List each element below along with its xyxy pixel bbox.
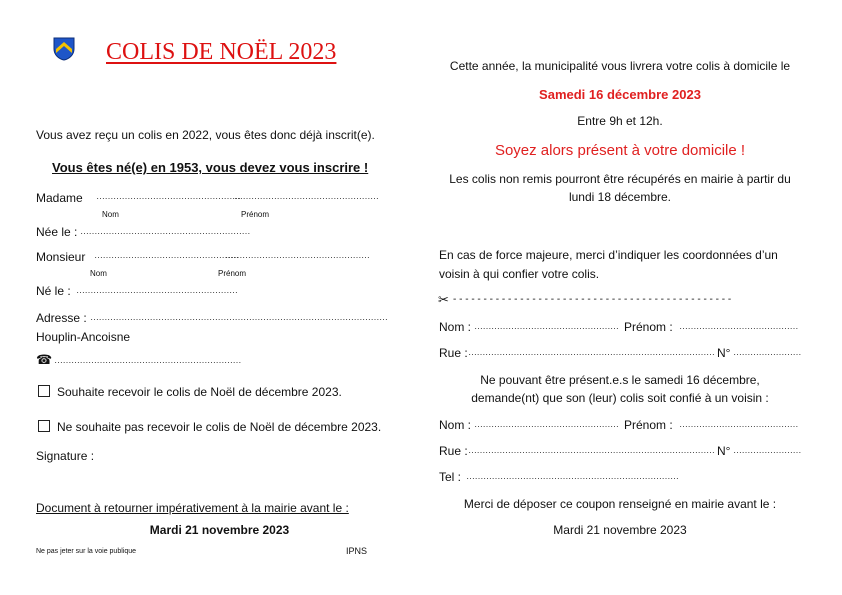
deposit-date: Mardi 21 novembre 2023: [553, 523, 687, 537]
resident-prenom-field[interactable]: ……………………………………: [679, 419, 798, 429]
signature-label: Signature :: [36, 449, 95, 463]
return-date: Mardi 21 novembre 2023: [149, 523, 290, 537]
monsieur-nom-field[interactable]: ……………………………………………: [94, 250, 239, 260]
scissors-icon: ✂: [438, 292, 449, 307]
resident-prenom-label: Prénom :: [624, 418, 673, 432]
neighbor-prenom-label: Prénom :: [624, 320, 673, 334]
born-notice: Vous êtes né(e) en 1953, vous devez vous inscrire !: [52, 160, 369, 175]
madame-nom-field[interactable]: ……………………………………………: [96, 191, 241, 201]
checkbox-decline-row[interactable]: [38, 420, 381, 434]
resident-rue-label: Rue :: [439, 444, 468, 458]
resident-rue-field[interactable]: ……………………………………………………………………………: [468, 445, 715, 455]
resident-nom-field[interactable]: ……………………………………………: [474, 419, 619, 429]
madame-label: Madame: [36, 191, 83, 205]
checkbox-icon[interactable]: [38, 420, 50, 432]
force-majeure-line-2: voisin à qui confier votre colis.: [439, 267, 600, 281]
delivery-hours: Entre 9h et 12h.: [577, 114, 663, 128]
monsieur-label: Monsieur: [36, 250, 86, 264]
checkbox-icon[interactable]: [38, 385, 50, 397]
telephone-field[interactable]: …………………………………………………………: [54, 355, 241, 365]
intro-text: Vous avez reçu un colis en 2022, vous êtes donc déjà inscrit(e).: [36, 128, 375, 142]
madame-nom-caption: Nom: [102, 210, 119, 219]
deposit-notice: Merci de déposer ce coupon renseigné en mairie avant le :: [463, 497, 777, 511]
ne-label: Né le :: [36, 284, 71, 298]
monsieur-nom-caption: Nom: [90, 269, 107, 278]
delivery-intro: Cette année, la municipalité vous livrera votre colis à domicile le: [449, 59, 791, 73]
nee-label: Née le :: [36, 225, 78, 239]
footer-note: Ne pas jeter sur la voie publique: [36, 548, 137, 555]
pickup-line-1: Les colis non remis pourront être récupérés en mairie à partir du: [449, 172, 791, 186]
neighbor-nom-label: Nom :: [439, 320, 472, 334]
neighbor-prenom-field[interactable]: ……………………………………: [679, 321, 798, 331]
coat-of-arms-icon: [53, 37, 75, 61]
neighbor-nom-field[interactable]: ……………………………………………: [474, 321, 619, 331]
resident-nom-label: Nom :: [439, 418, 472, 432]
nee-date-field[interactable]: ……………………………………………………: [80, 226, 250, 236]
city-name: Houplin-Ancoisne: [36, 330, 131, 344]
telephone-glyph: ☎: [36, 352, 53, 367]
neighbor-rue-field[interactable]: ……………………………………………………………………………: [468, 347, 715, 357]
checkbox-decline-label: Ne souhaite pas recevoir le colis de Noël de décembre 2023.: [57, 420, 382, 434]
neighbor-no-label: N°: [717, 346, 731, 360]
return-notice: Document à retourner impérativement à la mairie avant le :: [36, 501, 349, 515]
delivery-date: Samedi 16 décembre 2023: [539, 87, 701, 102]
monsieur-prenom-field[interactable]: ……………………………………………: [225, 250, 370, 260]
monsieur-prenom-caption: Prénom: [218, 269, 247, 278]
resident-no-field[interactable]: ……………………: [733, 445, 801, 455]
resident-tel-label: Tel :: [439, 470, 462, 484]
absent-line-2: demande(nt) que son (leur) colis soit confié à un voisin :: [471, 391, 769, 405]
neighbor-rue-label: Rue :: [439, 346, 468, 360]
ipns-label: IPNS: [346, 546, 368, 556]
adresse-label: Adresse :: [36, 311, 87, 325]
madame-prenom-caption: Prénom: [241, 210, 270, 219]
resident-no-label: N°: [717, 444, 731, 458]
resident-tel-field[interactable]: …………………………………………………………………: [466, 471, 679, 481]
madame-prenom-field[interactable]: ……………………………………………: [234, 191, 379, 201]
force-majeure-line-1: En cas de force majeure, merci d’indiquer les coordonnées d’un: [439, 248, 778, 262]
absent-line-1: Ne pouvant être présent.e.s le samedi 16 décembre,: [480, 373, 760, 387]
checkbox-receive-label: Souhaite recevoir le colis de Noël de décembre 2023.: [57, 385, 342, 399]
be-home-notice: Soyez alors présent à votre domicile !: [494, 142, 746, 159]
cut-line: - - - - - - - - - - - - - - - - - - - - - - - - - - - - - - - - - - - - - - - - - - - - - -: [453, 294, 732, 305]
ne-date-field[interactable]: …………………………………………………: [76, 285, 238, 295]
checkbox-receive-row[interactable]: [38, 385, 342, 399]
neighbor-no-field[interactable]: ……………………: [733, 347, 801, 357]
page-title: COLIS DE NOËL 2023: [106, 39, 337, 65]
adresse-field[interactable]: ……………………………………………………………………………………………: [90, 312, 388, 322]
pickup-line-2: lundi 18 décembre.: [568, 190, 672, 204]
telephone-icon: [36, 352, 52, 368]
